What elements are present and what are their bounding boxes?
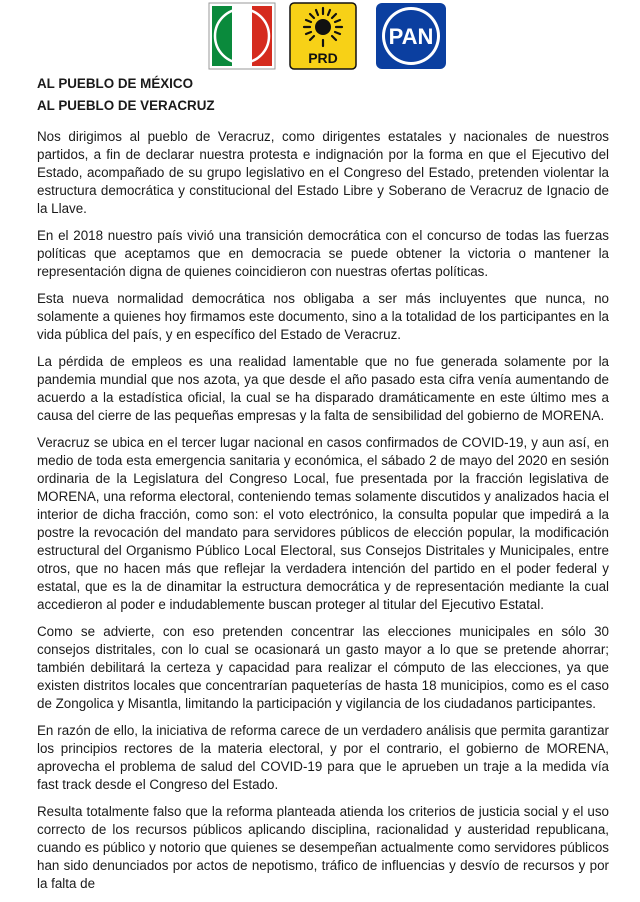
paragraph: En el 2018 nuestro país vivió una transición democrática con el concurso de todas las fuerzas políticas que aceptamos que en democracia se puede obtener la victoria o mantener la representación digna de quienes coincidieron con nuestras ofertas políticas. [37,228,609,279]
prd-sun-icon [289,2,357,70]
prd-logo-text: PRD [308,50,338,66]
paragraph: Resulta totalmente falso que la reforma planteada atienda los criterios de justicia social y el uso correcto de los recursos públicos aplicando disciplina, racionalidad y austeridad republicana, cuando es público y notorio que quienes se desempeñan actualmente como servidores públicos han sido denunciados por actos de nepotismo, tráfico de influencias y desvío de recursos y por la falta de [37,804,609,891]
pri-emblem-icon [208,2,276,70]
paragraph: Veracruz se ubica en el tercer lugar nacional en casos confirmados de COVID-19, y aun así, en medio de toda esta emergencia sanitaria y económica, el sábado 2 de mayo del 2020 en sesión ordinaria de la Legislatura del Congreso Local, fue presentada por la fracción legislativa de MORENA, una reforma electoral, conteniendo temas solamente discutidos y analizados hacia el interior de dicha fracción, como son: el voto electrónico, la consulta popular que impedirá a la postre la revocación del mandato para servidores públicos de elección popular, la modificación estructural del Organismo Público Local Electoral, sus Consejos Distritales y Municipales, entre otros, que no hacen más que reflejar la verdadera intención del partido en el poder federal y estatal, que es la de dinamitar la estructura democrática y de representación mediante la cual accedieron al poder e indudablemente buscan proteger al titular del Ejecutivo Estatal. [37,435,609,612]
party-logos [208,0,448,72]
pan-logo-text: PAN [388,24,434,49]
paragraph: En razón de ello, la iniciativa de reforma carece de un verdadero análisis que permita garantizar los principios rectores de la materia electoral, y por el contrario, el gobierno de MORENA, aprovecha el problema de salud del COVID-19 para que le aprueben un traje a la medida vía fast track desde el Congreso del Estado. [37,723,609,792]
pan-emblem-icon [375,2,447,70]
heading-veracruz: AL PUEBLO DE VERACRUZ [37,98,215,113]
paragraph: Nos dirigimos al pueblo de Veracruz, como dirigentes estatales y nacionales de nuestros partidos, a fin de declarar nuestra protesta e indignación por la forma en que el Ejecutivo del Estado, acompañado de su grupo legislativo en el Congreso del Estado, pretenden violentar la estructura democrática y constitucional del Estado Libre y Soberano de Veracruz de Ignacio de la Llave. [37,129,609,216]
paragraph: Esta nueva normalidad democrática nos obligaba a ser más incluyentes que nunca, no solamente a quienes hoy firmamos este documento, sino a la totalidad de los participantes en la vida pública del país, y en específico del Estado de Veracruz. [37,291,609,342]
heading-mexico: AL PUEBLO DE MÉXICO [37,76,193,91]
letter-body [37,75,609,902]
paragraph: La pérdida de empleos es una realidad lamentable que no fue generada solamente por la pandemia mundial que nos azota, ya que desde el año pasado esta cifra venía aumentando de acuerdo a la estadística oficial, la cual se ha disparado dramáticamente en este último mes a causa del cierre de las pequeñas empresas y la falta de sensibilidad del gobierno de MORENA. [37,354,609,423]
pri-logo [208,2,276,70]
pan-logo [375,2,447,70]
paragraph: Como se advierte, con eso pretenden concentrar las elecciones municipales en sólo 30 consejos distritales, con lo cual se ocasionará un gasto mayor a lo que se pretende ahorrar; también debilitará la certeza y capacidad para realizar el cómputo de las elecciones, ya que existen distritos locales que concentrarían paqueterías de hasta 18 municipios, como es el caso de Zongolica y Misantla, limitando la participación y vigilancia de los ciudadanos participantes. [37,624,609,711]
prd-logo [289,2,357,70]
